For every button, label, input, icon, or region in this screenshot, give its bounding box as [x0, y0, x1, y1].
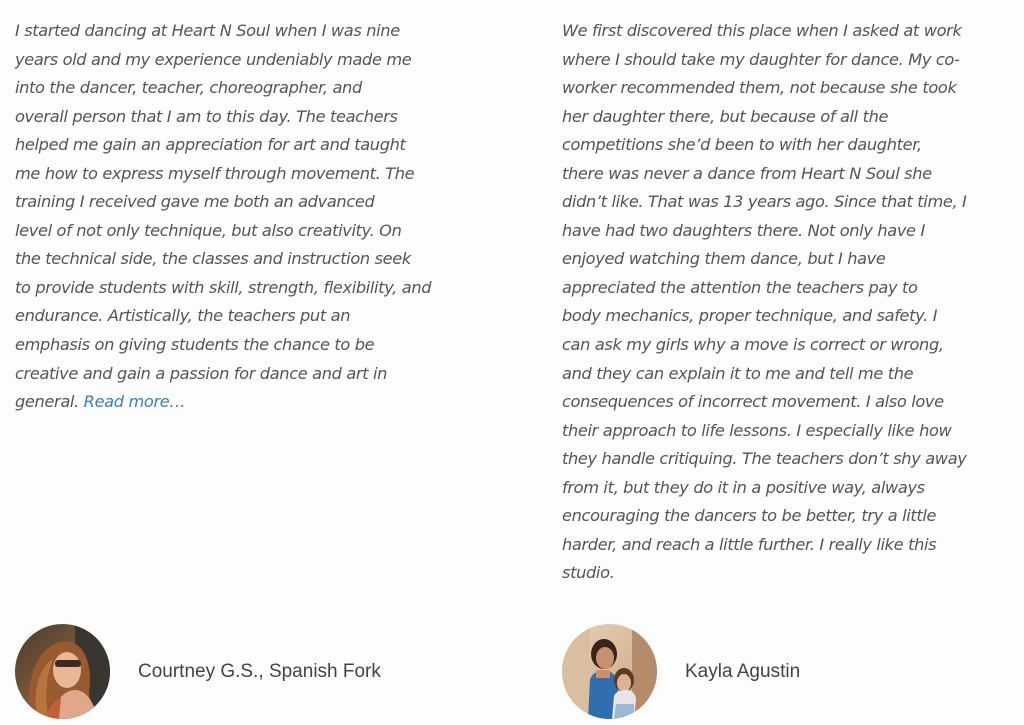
quote-line: emphasis on giving students the chance to be	[15, 335, 375, 355]
quote-line: years old and my experience undeniably made me	[15, 49, 412, 69]
quote-line: appreciated the attention the teachers pay to	[562, 277, 918, 297]
quote-line: where I should take my daughter for dance. My co-	[562, 49, 960, 69]
quote-line: and they can explain it to me and tell me the	[562, 363, 914, 383]
quote-line: I started dancing at Heart N Soul when I was nine	[15, 21, 400, 40]
two-girls-portrait-photo-icon	[562, 624, 657, 719]
avatar-kayla	[562, 624, 657, 719]
quote-line: enjoyed watching them dance, but I have	[562, 249, 886, 269]
quote-line: the technical side, the classes and instruction seek	[15, 249, 411, 269]
testimonial-quote	[562, 17, 1007, 588]
quote-line: studio.	[562, 563, 615, 583]
quote-line: creative and gain a passion for dance and art in	[15, 363, 388, 383]
testimonial-author	[562, 624, 800, 719]
quote-line: consequences of incorrect movement. I also love	[562, 392, 944, 412]
testimonial-quote	[15, 17, 460, 417]
quote-line: there was never a dance from Heart N Soul she	[562, 163, 932, 183]
quote-line: helped me gain an appreciation for art and taught	[15, 135, 406, 155]
quote-line: body mechanics, proper technique, and safety. I	[562, 306, 938, 326]
quote-line: to provide students with skill, strength, flexibility, and	[15, 277, 432, 297]
woman-portrait-photo-icon	[15, 624, 110, 719]
quote-line: level of not only technique, but also creativity. On	[15, 220, 402, 240]
quote-line: didn’t like. That was 13 years ago. Since that time, I	[562, 192, 967, 212]
quote-line: overall person that I am to this day. The teachers	[15, 106, 398, 126]
quote-line: encouraging the dancers to be better, try a little	[562, 506, 937, 526]
quote-line: can ask my girls why a move is correct or wrong,	[562, 335, 944, 355]
quote-line: from it, but they do it in a positive way, always	[562, 477, 925, 497]
quote-line: into the dancer, teacher, choreographer, and	[15, 78, 362, 98]
author-name: Courtney G.S., Spanish Fork	[138, 660, 381, 682]
quote-line: We first discovered this place when I asked at work	[562, 21, 962, 40]
author-name: Kayla Agustin	[685, 660, 801, 682]
read-more-link[interactable]: Read more…	[83, 392, 186, 412]
quote-line: have had two daughters there. Not only have I	[562, 220, 925, 240]
quote-last-text: general.	[15, 392, 84, 412]
quote-line: harder, and reach a little further. I really like this	[562, 534, 937, 554]
avatar-courtney	[15, 624, 110, 719]
quote-line: endurance. Artistically, the teachers put an	[15, 306, 351, 326]
quote-line: competitions she’d been to with her daughter,	[562, 135, 922, 155]
quote-line: their approach to life lessons. I especially like how	[562, 420, 952, 440]
quote-line: me how to express myself through movement. The	[15, 163, 415, 183]
testimonial-author	[15, 624, 381, 719]
quote-line: they handle critiquing. The teachers don’t shy away	[562, 449, 967, 469]
quote-line: her daughter there, but because of all the	[562, 106, 889, 126]
quote-line: training I received gave me both an advanced	[15, 192, 375, 212]
quote-line-last	[15, 388, 460, 417]
quote-line: worker recommended them, not because she took	[562, 78, 957, 98]
